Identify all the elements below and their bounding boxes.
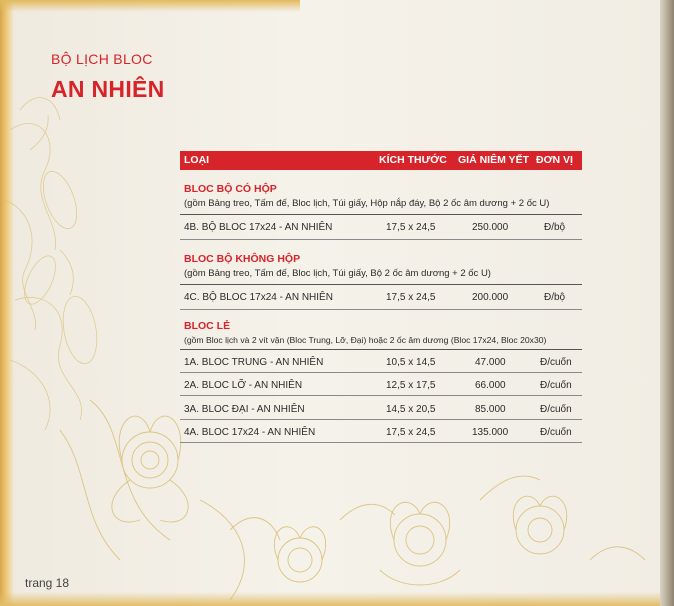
product-title: AN NHIÊN — [51, 76, 165, 102]
row-unit: Đ/bộ — [544, 292, 566, 303]
row-size: 12,5 x 17,5 — [386, 380, 436, 391]
column-header-size: KÍCH THƯỚC — [379, 154, 447, 166]
gold-border-top — [0, 0, 300, 12]
page-number: trang 18 — [25, 576, 70, 590]
divider — [180, 239, 582, 240]
row-price: 66.000 — [475, 380, 506, 391]
table-row — [180, 424, 582, 442]
row-price: 250.000 — [472, 222, 509, 233]
row-name: 2A. BLOC LỠ - AN NHIÊN — [184, 380, 303, 391]
gold-border-bottom — [0, 592, 662, 606]
table-row — [180, 354, 582, 372]
group-title: BLOC BỘ CÓ HỘP — [184, 183, 277, 195]
table-header — [180, 151, 582, 170]
column-header-type: LOẠI — [184, 154, 210, 166]
row-size: 10,5 x 14,5 — [386, 357, 436, 368]
row-name: 4C. BỘ BLOC 17x24 - AN NHIÊN — [184, 292, 333, 303]
row-unit: Đ/bộ — [544, 222, 566, 233]
divider — [180, 395, 582, 396]
group-title: BLOC LẺ — [184, 320, 231, 332]
group-description: (gồm Bảng treo, Tấm đế, Bloc lịch, Túi giấy, Bộ 2 ốc âm dương + 2 ốc U) — [184, 268, 491, 279]
row-name: 1A. BLOC TRUNG - AN NHIÊN — [184, 357, 324, 368]
divider — [180, 309, 582, 310]
row-price: 200.000 — [472, 292, 509, 303]
group-description: (gồm Bảng treo, Tấm đế, Bloc lịch, Túi giấy, Hộp nắp đáy, Bộ 2 ốc âm dương + 2 ốc U) — [184, 198, 550, 209]
column-header-unit: ĐƠN VỊ — [536, 154, 573, 166]
divider — [180, 284, 582, 285]
row-unit: Đ/cuốn — [540, 380, 572, 391]
row-name: 4A. BLOC 17x24 - AN NHIÊN — [184, 427, 316, 438]
row-price: 135.000 — [472, 427, 509, 438]
gold-border-left — [0, 0, 14, 606]
divider — [180, 419, 582, 420]
row-name: 3A. BLOC ĐẠI - AN NHIÊN — [184, 404, 305, 415]
group-title: BLOC BỘ KHÔNG HỘP — [184, 253, 301, 265]
row-price: 85.000 — [475, 404, 506, 415]
row-size: 17,5 x 24,5 — [386, 292, 436, 303]
row-unit: Đ/cuốn — [540, 404, 572, 415]
row-size: 17,5 x 24,5 — [386, 222, 436, 233]
table-row — [180, 289, 582, 307]
row-price: 47.000 — [475, 357, 506, 368]
row-size: 17,5 x 24,5 — [386, 427, 436, 438]
table-row — [180, 219, 582, 237]
row-name: 4B. BỘ BLOC 17x24 - AN NHIÊN — [184, 222, 333, 233]
table-row — [180, 377, 582, 395]
row-unit: Đ/cuốn — [540, 357, 572, 368]
group-description: (gồm Bloc lịch và 2 vít vặn (Bloc Trung, Lỡ, Đại) hoặc 2 ốc âm dương (Bloc 17x24, Bloc 20x30) — [184, 335, 547, 345]
table-row — [180, 401, 582, 419]
divider — [180, 214, 582, 215]
catalog-subtitle: BỘ LỊCH BLOC — [51, 51, 153, 67]
column-header-price: GIÁ NIÊM YẾT — [458, 154, 529, 166]
price-table — [180, 151, 582, 438]
divider — [180, 372, 582, 373]
row-unit: Đ/cuốn — [540, 427, 572, 438]
divider — [180, 349, 582, 350]
divider — [180, 442, 582, 443]
row-size: 14,5 x 20,5 — [386, 404, 436, 415]
page-edge-shadow — [660, 0, 674, 606]
